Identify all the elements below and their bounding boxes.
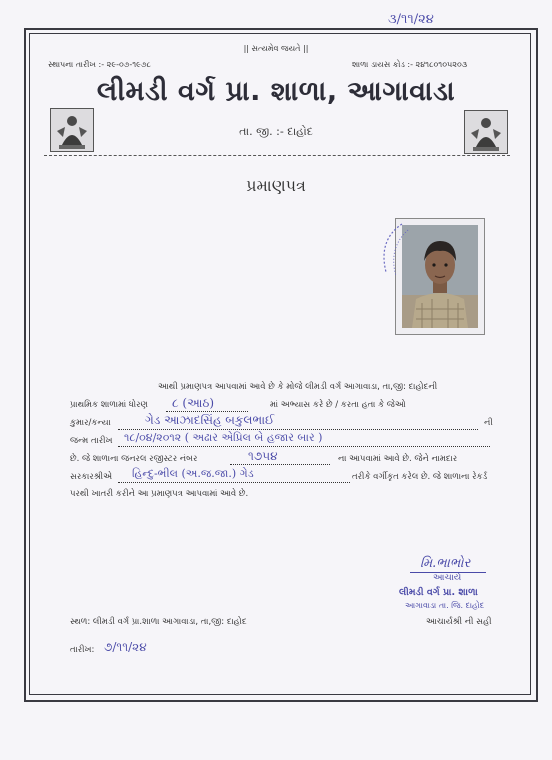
signature-caption: આચાર્યશ્રી ની સહી bbox=[426, 617, 492, 627]
stamp-address: આગાવાડા તા. જિ. દાહોદ bbox=[405, 601, 485, 610]
handwritten-top-date: ૩/૧૧/૨૪ bbox=[388, 12, 434, 27]
handwritten-student-name: ગેડ આઝાદસિંહ બકુલભાઈ bbox=[145, 413, 275, 427]
body-line-3-prefix: કુમાર/કન્યા bbox=[70, 418, 111, 428]
body-line-4-prefix: જન્મ તારીખ bbox=[70, 436, 113, 446]
school-name: લીમડી વર્ગ પ્રા. શાળા, આગાવાડા bbox=[96, 76, 456, 107]
place-label: સ્થળ: લીમડી વર્ગ પ્રા.શાળા આગાવાડા, તા,જી: દાહોદ bbox=[70, 617, 247, 627]
photo-stamp-mark bbox=[372, 220, 412, 280]
handwritten-birth-date: ૧૮/૦૪/૨૦૧૨ ( અઢાર એપ્રિલ બે હજાર બાર ) bbox=[124, 431, 323, 444]
stamp-school-name: લીમડી વર્ગ પ્રા. શાળા bbox=[399, 587, 478, 598]
body-line-5-prefix: છે. જે શાળાના જનરલ રજીસ્ટર નંબર bbox=[70, 454, 198, 464]
date-label: તારીખ: bbox=[70, 645, 95, 655]
header-divider bbox=[44, 155, 510, 156]
body-line-7: પરથી ખાતરી કરીને આ પ્રમાણપત્ર આપવામાં આવે છે. bbox=[70, 489, 249, 499]
handwritten-issue-date: ૭/૧૧/૨૪ bbox=[104, 640, 147, 654]
taluka-district-line: તા. જી. :- દાહોદ bbox=[239, 125, 313, 138]
handwritten-register-number: ૧૭૫૪ bbox=[248, 449, 278, 463]
certificate-heading: પ્રમાણપત્ર bbox=[246, 176, 306, 195]
body-line-1: આથી પ્રમાણપત્ર આપવામાં આવે છે કે મોજે લીમડી વર્ગ આગાવાડા, તા,જી: દાહોદની bbox=[158, 382, 438, 392]
body-line-2-prefix: પ્રાથમિક શાળામાં ધોરણ bbox=[70, 400, 148, 410]
motto: || સત્યમેવ જયતે || bbox=[243, 44, 309, 53]
caste-underline bbox=[118, 482, 350, 483]
body-line-3-suffix: ની bbox=[484, 418, 493, 428]
name-underline bbox=[118, 429, 478, 430]
body-line-6-suffix: તરીકે વર્ગીકૃત કરેલ છે. જે શાળાના રેકર્ડ bbox=[352, 472, 488, 482]
student-photo-image bbox=[402, 225, 478, 328]
body-line-5-suffix: ના આપવામાં આવે છે. જેને નામદાર bbox=[338, 454, 458, 464]
established-date: સ્થાપના તારીખ :- ૨૯-૦૭-૧૯૭૮ bbox=[48, 60, 151, 69]
standard-underline bbox=[166, 411, 248, 412]
stamp-role: આચાર્ય bbox=[433, 573, 462, 583]
school-dise-code: શાળા ડાયસ કોડ :- ૨૪૧૮૦૧૦૫૨૦૩ bbox=[352, 60, 468, 69]
handwritten-signature: મિ.ભાભોર bbox=[420, 556, 471, 571]
handwritten-standard: ૮ (આઠ) bbox=[172, 396, 215, 410]
register-underline bbox=[230, 464, 330, 465]
handwritten-caste: હિન્દુ-ભીલ (અ.જ.જા.) ગેડ bbox=[132, 467, 254, 480]
body-line-2-suffix: માં અભ્યાસ કરે છે / કરતા હતા કે જેઓ bbox=[270, 400, 406, 410]
body-line-6-prefix: સરકારશ્રીએ bbox=[70, 472, 113, 482]
birth-date-underline bbox=[118, 446, 490, 447]
